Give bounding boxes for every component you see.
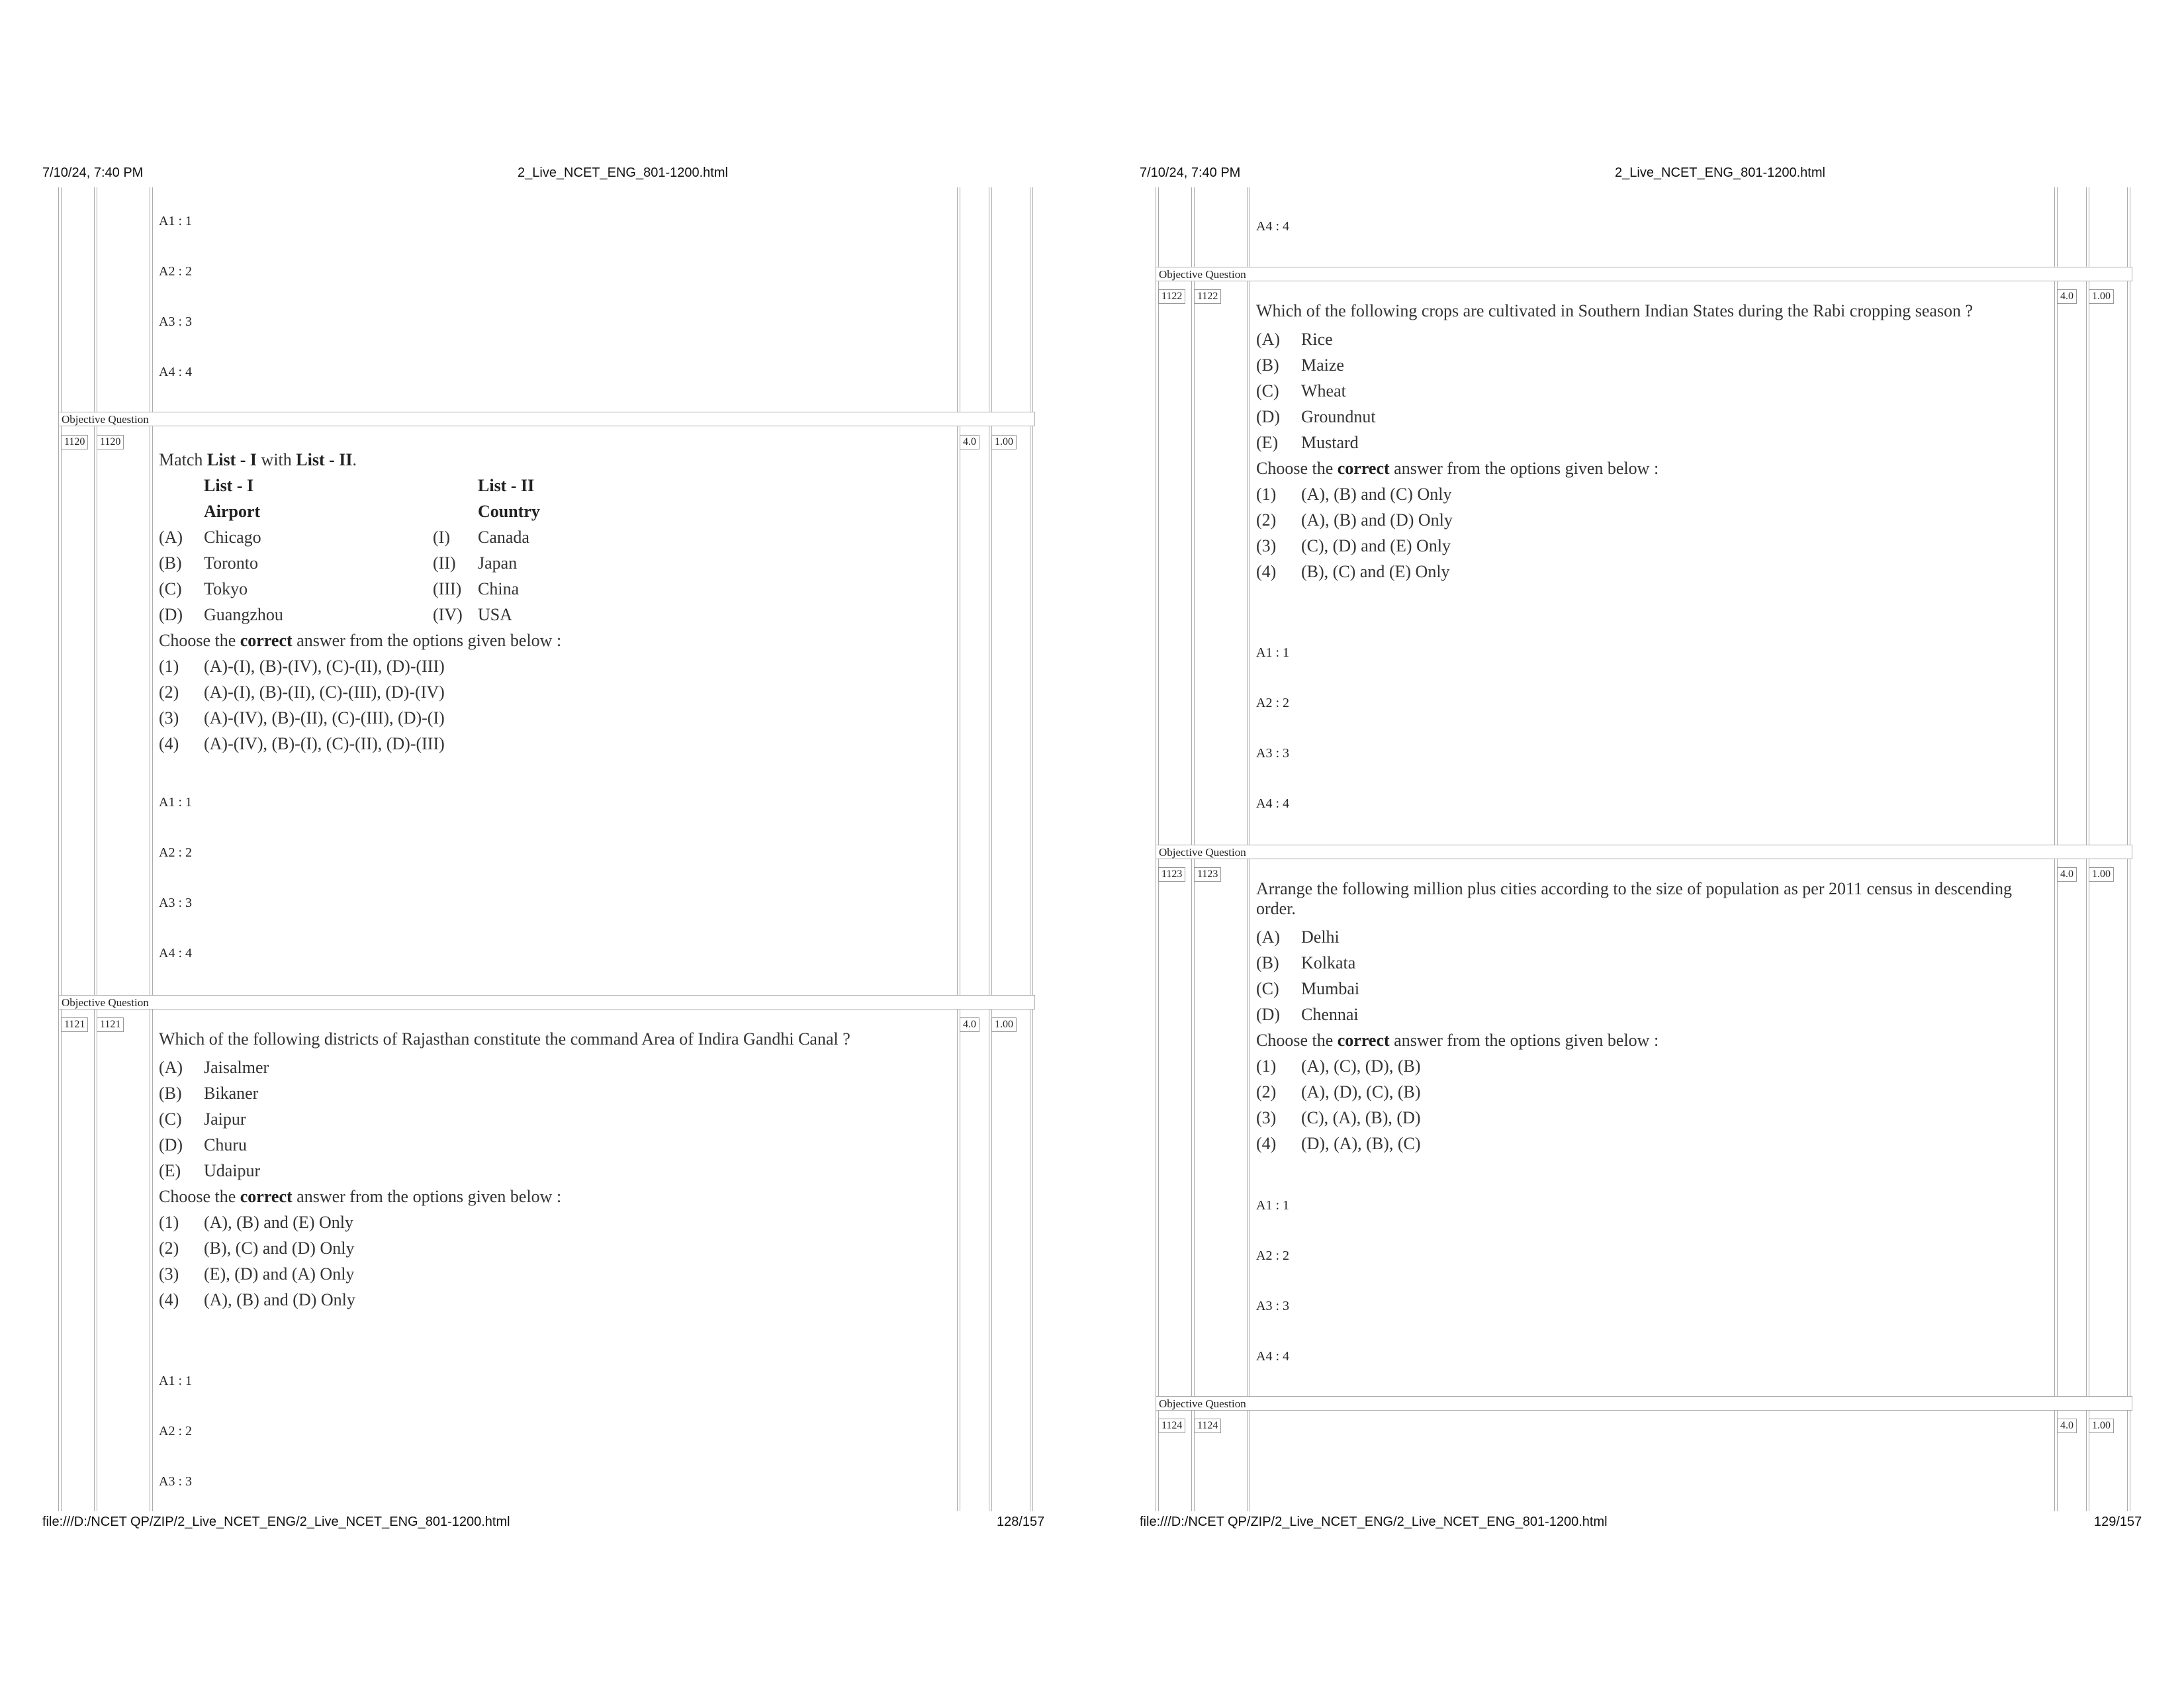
answer-choice: (4) (B), (C) and (E) Only [1256, 562, 1450, 581]
page2-question-table [1156, 187, 2132, 1511]
answer-option: A1 : 1 [159, 214, 192, 228]
question-item: (B) Kolkata [1256, 953, 1356, 972]
answer-choice: (3) (E), (D) and (A) Only [159, 1264, 355, 1284]
question-id: 1120 [97, 435, 124, 449]
section-label: Objective Question [1159, 1397, 1246, 1410]
answer-option: A4 : 4 [1256, 219, 1289, 234]
page2-header-title: 2_Live_NCET_ENG_801-1200.html [1615, 165, 1825, 180]
answer-choice: (3) (C), (D) and (E) Only [1256, 536, 1451, 555]
question-1121-body [159, 1029, 946, 1313]
section-label-bar [1156, 1396, 2132, 1411]
page1-footer-path: file:///D:/NCET QP/ZIP/2_Live_NCET_ENG/2_Live_NCET_ENG_801-1200.html [42, 1515, 510, 1529]
answer-choice: (3) (C), (A), (B), (D) [1256, 1108, 1421, 1127]
answer-option: A3 : 3 [159, 314, 192, 329]
question-serial: 1122 [1158, 289, 1185, 304]
answer-option: A2 : 2 [159, 264, 192, 279]
question-id: 1124 [1194, 1419, 1221, 1433]
section-label: Objective Question [1159, 268, 1246, 281]
answer-option: A4 : 4 [1256, 1349, 1289, 1364]
page2-header-date: 7/10/24, 7:40 PM [1140, 165, 1241, 180]
question-id: 1123 [1194, 867, 1221, 882]
question-id: 1121 [97, 1017, 124, 1032]
question-marks: 4.0 [2057, 867, 2077, 882]
answer-choice: (1) (A), (C), (D), (B) [1256, 1056, 1421, 1076]
section-label: Objective Question [62, 996, 149, 1009]
question-item: (B) Bikaner [159, 1084, 259, 1103]
question-stem: Which of the following districts of Rajasthan constitute the command Area of Indira Gandhi Canal ? [159, 1029, 850, 1049]
question-stem: Arrange the following million plus cities according to the size of population as per 2011 census in descending order. [1256, 879, 2013, 918]
answer-option: A4 : 4 [1256, 796, 1289, 811]
question-negative-marks: 1.00 [991, 435, 1017, 449]
question-1120-body [159, 447, 946, 757]
answer-option: A2 : 2 [1256, 696, 1289, 710]
question-1122-body [1256, 301, 2044, 585]
question-item: (D) Churu [159, 1135, 247, 1154]
question-marks: 4.0 [960, 435, 979, 449]
section-label-bar [58, 995, 1035, 1009]
answer-option: A3 : 3 [159, 1474, 192, 1489]
answer-option: A2 : 2 [159, 1424, 192, 1438]
question-negative-marks: 1.00 [2089, 289, 2114, 304]
list-1-heading: List - I [204, 476, 254, 495]
answer-choice: (2) (A), (B) and (D) Only [1256, 510, 1453, 530]
question-item: (A) Delhi [1256, 927, 1340, 947]
question-item: (C) Mumbai [1256, 979, 1360, 998]
question-negative-marks: 1.00 [2089, 867, 2114, 882]
answer-option: A1 : 1 [159, 1374, 192, 1388]
answer-choice: (1) (A)-(I), (B)-(IV), (C)-(II), (D)-(III) [159, 657, 445, 676]
question-stem: Which of the following crops are cultivated in Southern Indian States during the Rabi cropping season ? [1256, 301, 1974, 320]
answer-choice: (4) (D), (A), (B), (C) [1256, 1134, 1421, 1153]
match-row: (D) Guangzhou (IV) USA [159, 605, 513, 624]
question-item: (E) Mustard [1256, 433, 1359, 452]
question-serial: 1123 [1158, 867, 1185, 882]
answer-choice: (1) (A), (B) and (C) Only [1256, 485, 1452, 504]
question-negative-marks: 1.00 [991, 1017, 1017, 1032]
page1-footer-page-number: 128/157 [997, 1515, 1045, 1529]
question-marks: 4.0 [2057, 289, 2077, 304]
page2-footer-page-number: 129/157 [2094, 1515, 2142, 1529]
list-2-heading: List - II [478, 476, 535, 495]
question-serial: 1121 [61, 1017, 88, 1032]
page1-header-date: 7/10/24, 7:40 PM [42, 165, 144, 180]
question-marks: 4.0 [2057, 1419, 2077, 1433]
question-item: (C) Wheat [1256, 381, 1346, 400]
page2-footer-path: file:///D:/NCET QP/ZIP/2_Live_NCET_ENG/2_Live_NCET_ENG_801-1200.html [1140, 1515, 1608, 1529]
question-id: 1122 [1194, 289, 1221, 304]
question-item: (C) Jaipur [159, 1109, 246, 1129]
choose-instruction: Choose the correct answer from the options given below : [159, 631, 562, 650]
section-label: Objective Question [1159, 846, 1246, 859]
question-item: (D) Groundnut [1256, 407, 1376, 426]
answer-option: A1 : 1 [1256, 1198, 1289, 1213]
match-row: (A) Chicago (I) Canada [159, 528, 529, 547]
section-label: Objective Question [62, 413, 149, 426]
page1-question-table [58, 187, 1035, 1511]
answer-choice: (1) (A), (B) and (E) Only [159, 1213, 353, 1232]
answer-option: A1 : 1 [159, 795, 192, 810]
list-2-subheading: Country [478, 502, 540, 521]
choose-instruction: Choose the correct answer from the options given below : [159, 1187, 562, 1206]
match-row: (C) Tokyo (III) China [159, 579, 520, 598]
question-serial: 1120 [61, 435, 88, 449]
answer-choice: (4) (A)-(IV), (B)-(I), (C)-(II), (D)-(III) [159, 734, 445, 753]
answer-option: A3 : 3 [1256, 1299, 1289, 1313]
answer-option: A1 : 1 [1256, 645, 1289, 660]
match-row: (B) Toronto (II) Japan [159, 553, 518, 573]
choose-instruction: Choose the correct answer from the options given below : [1256, 1031, 1659, 1050]
answer-choice: (2) (A), (D), (C), (B) [1256, 1082, 1421, 1102]
page1-header-title: 2_Live_NCET_ENG_801-1200.html [518, 165, 728, 180]
question-item: (A) Jaisalmer [159, 1058, 269, 1077]
question-item: (D) Chennai [1256, 1005, 1359, 1024]
question-serial: 1124 [1158, 1419, 1185, 1433]
answer-option: A3 : 3 [1256, 746, 1289, 761]
section-label-bar [1156, 267, 2132, 281]
question-item: (E) Udaipur [159, 1161, 261, 1180]
section-label-bar [1156, 845, 2132, 859]
question-item: (B) Maize [1256, 355, 1344, 375]
answer-choice: (3) (A)-(IV), (B)-(II), (C)-(III), (D)-(I) [159, 708, 445, 727]
answer-option: A4 : 4 [159, 365, 192, 379]
question-negative-marks: 1.00 [2089, 1419, 2114, 1433]
answer-option: A3 : 3 [159, 896, 192, 910]
answer-choice: (4) (A), (B) and (D) Only [159, 1290, 355, 1309]
question-stem: Match List - I with List - II. [159, 450, 357, 469]
list-1-subheading: Airport [204, 502, 261, 521]
answer-option: A2 : 2 [1256, 1248, 1289, 1263]
question-marks: 4.0 [960, 1017, 979, 1032]
choose-instruction: Choose the correct answer from the options given below : [1256, 459, 1659, 478]
answer-choice: (2) (A)-(I), (B)-(II), (C)-(III), (D)-(IV) [159, 682, 445, 702]
answer-option: A2 : 2 [159, 845, 192, 860]
answer-option: A4 : 4 [159, 946, 192, 961]
question-item: (A) Rice [1256, 330, 1333, 349]
answer-choice: (2) (B), (C) and (D) Only [159, 1239, 355, 1258]
question-1123-body [1256, 879, 2044, 1156]
section-label-bar [58, 412, 1035, 426]
